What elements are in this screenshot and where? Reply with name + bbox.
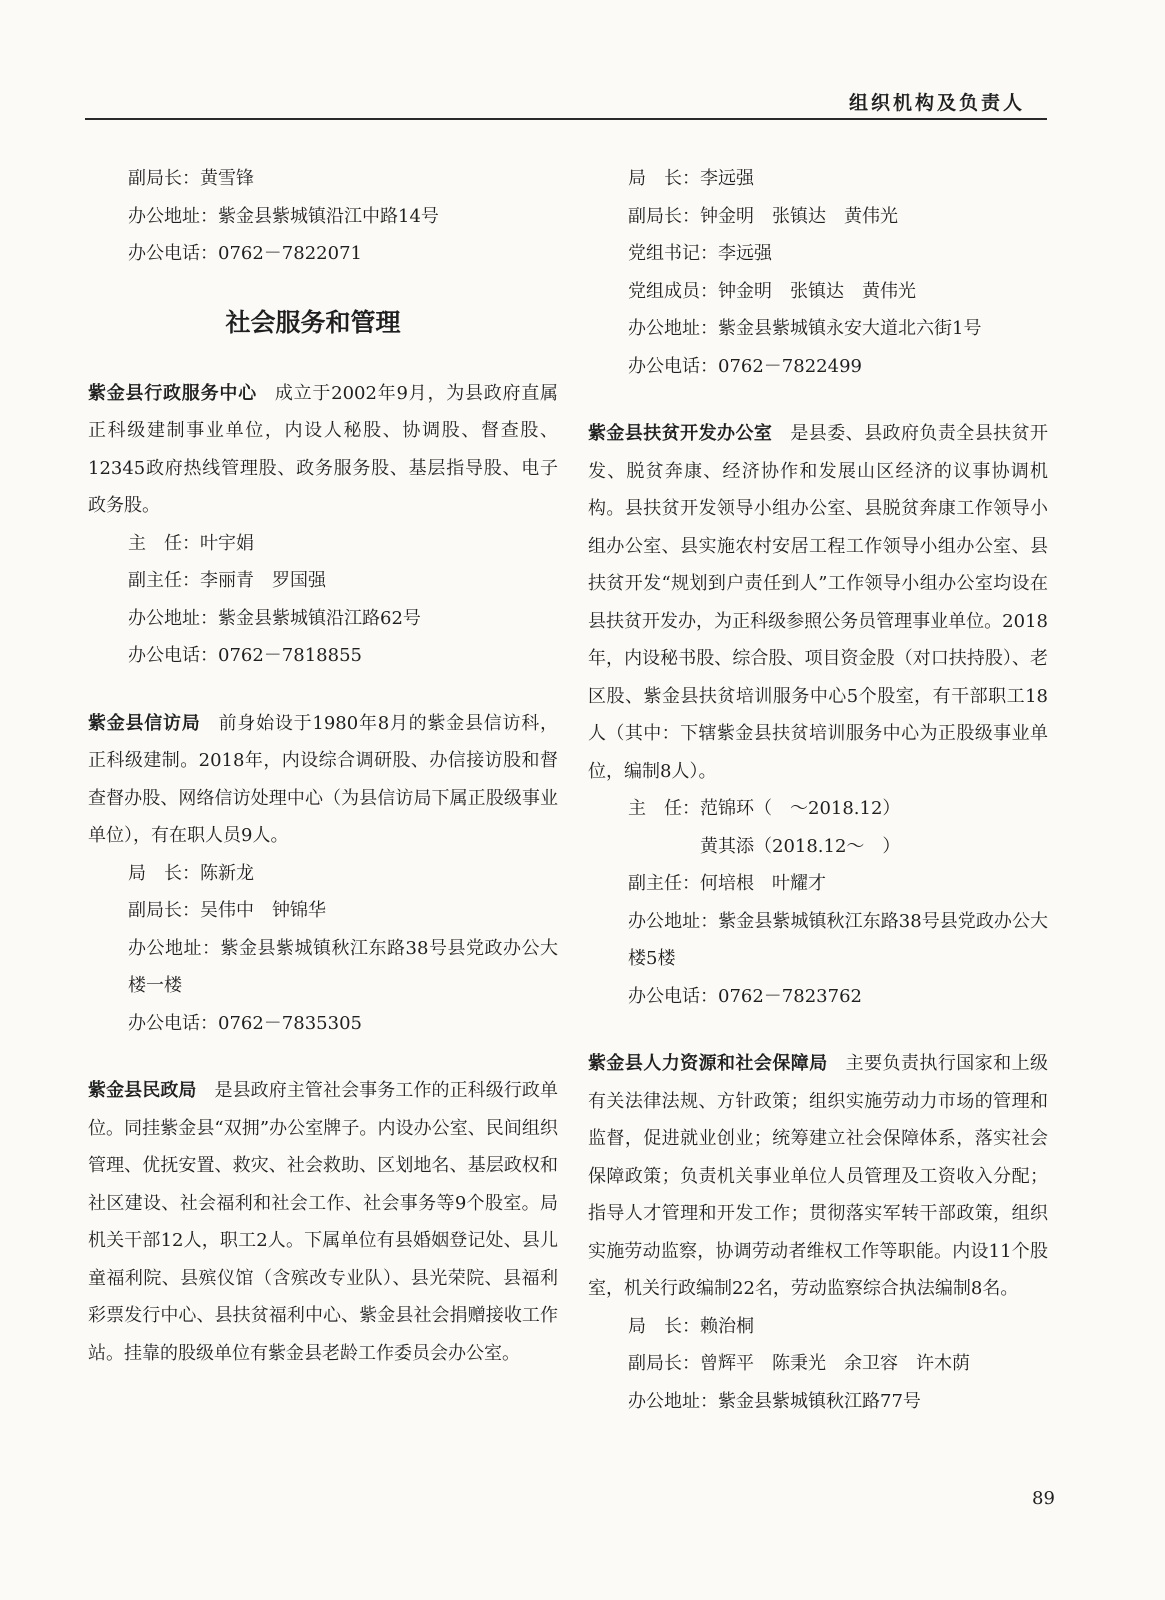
unit-description: 成立于2002年9月，为县政府直属正科级建制事业单位，内设人秘股、协调股、督查股、12345政府热线管理股、政务服务股、基层指导股、电子政务股。 xyxy=(88,382,559,516)
entry-administrative-service-center xyxy=(88,375,558,675)
text-line: 办公电话：0762－7822499 xyxy=(628,355,862,377)
text-line: 办公地址：紫金县紫城镇秋江路77号 xyxy=(628,1390,921,1412)
left-column xyxy=(88,160,558,1372)
text-line: 副局长：吴伟中 钟锦华 xyxy=(128,900,326,921)
right-column xyxy=(588,160,1048,1420)
entry-paragraph xyxy=(88,1072,558,1372)
text-line: 党组成员：钟金明 张镇达 黄伟光 xyxy=(628,280,916,302)
text-line: 局 长：陈新龙 xyxy=(128,862,254,884)
text-line: 办公地址：紫金县紫城镇沿江路62号 xyxy=(128,607,421,629)
unit-name: 紫金县行政服务中心 xyxy=(88,382,257,404)
unit-name: 紫金县民政局 xyxy=(88,1080,197,1101)
text-line: 副局长：黄雪锋 xyxy=(128,168,254,189)
text-line: 办公电话：0762－7835305 xyxy=(128,1012,362,1034)
entry-paragraph xyxy=(588,1045,1048,1308)
entry-human-resources-bureau xyxy=(588,1045,1048,1420)
entry-civil-affairs-bureau xyxy=(88,1072,558,1372)
text-line: 局 长：李远强 xyxy=(628,168,754,189)
unit-description: 前身始设于1980年8月的紫金县信访科，正科级建制。2018年，内设综合调研股、办信接访股和督查督办股、网络信访处理中心（为县信访局下属正股级事业单位），有在职人员9人。 xyxy=(88,712,559,846)
text-line: 党组书记：李远强 xyxy=(628,243,772,264)
unit-description: 主要负责执行国家和上级有关法律法规、方针政策；组织实施劳动力市场的管理和监督，促进就业创业；统筹建立社会保障体系，落实社会保障政策；负责机关事业单位人员管理及工资收入分配；指导人才管理和开发工作；贯彻落实军转干部政策，组织实施劳动监察，协调劳动者维权工作等职能。内设11个股室，机关行政编制22名，劳动监察综合执法编制8名。 xyxy=(588,1053,1049,1299)
unit-name: 紫金县信访局 xyxy=(88,712,201,734)
unit-name: 紫金县人力资源和社会保障局 xyxy=(588,1053,828,1074)
entry-paragraph xyxy=(588,415,1048,790)
text-line: 局 长：赖治桐 xyxy=(628,1315,754,1337)
text-line: 办公地址：紫金县紫城镇永安大道北六街1号 xyxy=(628,318,982,339)
text-line: 办公地址：紫金县紫城镇秋江东路38号县党政办公大楼一楼 xyxy=(128,937,558,996)
entry-poverty-alleviation-office xyxy=(588,415,1048,1015)
text-line: 办公地址：紫金县紫城镇沿江中路14号 xyxy=(128,205,439,227)
header-rule xyxy=(85,118,1047,120)
text-line: 副主任：李丽青 罗国强 xyxy=(128,570,326,591)
text-line: 办公地址：紫金县紫城镇秋江东路38号县党政办公大楼5楼 xyxy=(628,910,1048,969)
unit-description: 是县委、县政府负责全县扶贫开发、脱贫奔康、经济协作和发展山区经济的议事协调机构。县扶贫开发领导小组办公室、县脱贫奔康工作领导小组办公室、县实施农村安居工程工作领导小组办公室、县扶贫开发“规划到户责任到人”工作领导小组办公室均设在县扶贫开发办，为正科级参照公务员管理事业单位。2018年，内设秘书股、综合股、项目资金股（对口扶持股）、老区股、紫金县扶贫培训服务中心5个股室，有干部职工18人（其中：下辖紫金县扶贫培训服务中心为正股级事业单位，编制8人）。 xyxy=(588,423,1049,782)
text-line: 副主任：何培根 叶耀才 xyxy=(628,873,826,894)
unit-name: 紫金县扶贫开发办公室 xyxy=(588,423,773,444)
text-line: 主 任：范锦环（ ～2018.12） xyxy=(628,798,901,819)
text-line: 办公电话：0762－7823762 xyxy=(628,985,862,1007)
section-title: 社会服务和管理 xyxy=(225,307,401,337)
entry-paragraph xyxy=(88,375,558,525)
entry-petition-bureau xyxy=(88,705,558,1043)
text-line: 办公电话：0762－7822071 xyxy=(128,243,362,264)
page-number: 89 xyxy=(1032,1488,1055,1509)
text-line: 副局长：钟金明 张镇达 黄伟光 xyxy=(628,205,898,227)
text-line: 副局长：曾辉平 陈秉光 余卫容 许木荫 xyxy=(628,1353,970,1374)
text-line: 主 任：叶宇娟 xyxy=(128,532,254,554)
unit-description: 是县政府主管社会事务工作的正科级行政单位。同挂紫金县“双拥”办公室牌子。内设办公室、民间组织管理、优抚安置、救灾、社会救助、区划地名、基层政权和社区建设、社会福利和社会工作、社会事务等9个股室。局机关干部12人，职工2人。下属单位有县婚姻登记处、县儿童福利院、县殡仪馆（含殡改专业队）、县光荣院、县福利彩票发行中心、县扶贫福利中心、紫金县社会捐赠接收工作站。挂靠的股级单位有紫金县老龄工作委员会办公室。 xyxy=(88,1080,558,1364)
running-head: 组织机构及负责人 xyxy=(848,92,1025,114)
text-line: 办公电话：0762－7818855 xyxy=(128,645,362,666)
text-line: 黄其添（2018.12～ ） xyxy=(628,835,901,857)
entry-paragraph xyxy=(88,705,558,855)
